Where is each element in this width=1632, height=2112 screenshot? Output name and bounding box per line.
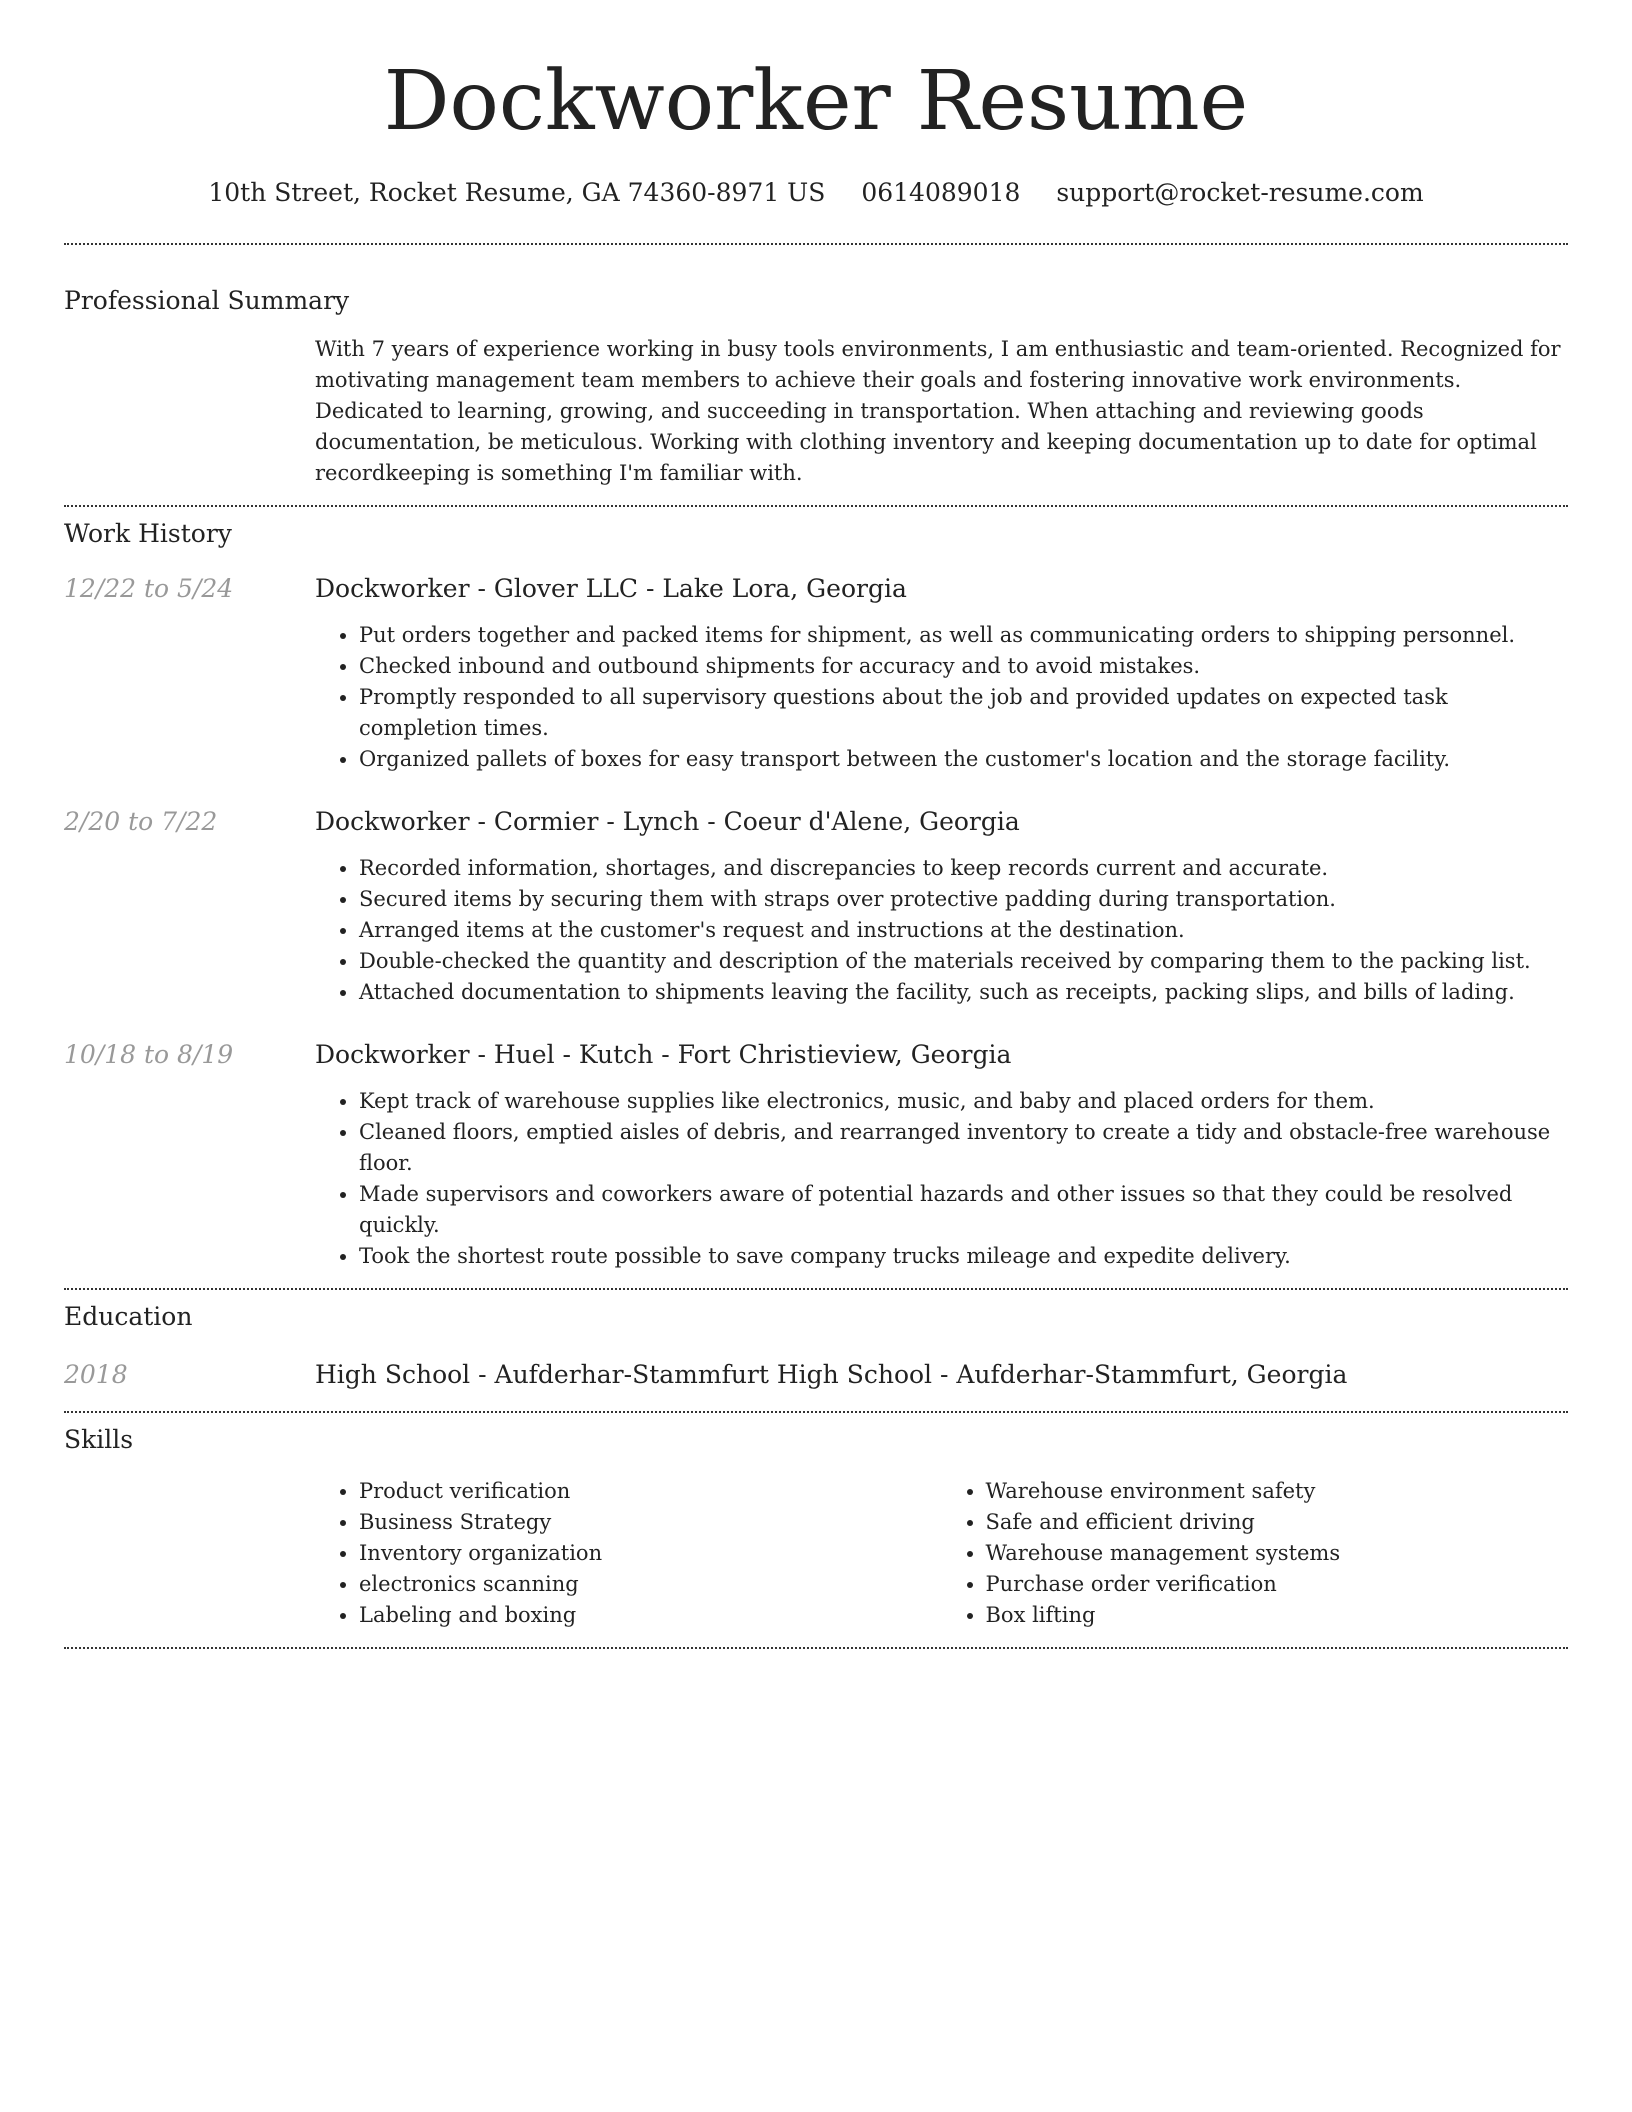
list-item: • Took the shortest route possible to save company trucks mileage and expedite delivery. — [359, 1241, 1568, 1272]
job-bullets — [315, 620, 1568, 775]
list-item: • Warehouse management systems — [986, 1538, 1569, 1569]
divider — [64, 243, 1568, 245]
list-item: • Product verification — [359, 1476, 942, 1507]
job-dates: 10/18 to 8/19 — [64, 1040, 234, 1069]
list-item: • Promptly responded to all supervisory questions about the job and provided updates on expected task completion times. — [359, 682, 1568, 744]
section-title-skills: Skills — [64, 1425, 134, 1454]
list-item: • Checked inbound and outbound shipments for accuracy and to avoid mistakes. — [359, 651, 1568, 682]
section-title-education: Education — [64, 1302, 193, 1331]
list-item: • Business Strategy — [359, 1507, 942, 1538]
list-item: • Labeling and boxing — [359, 1600, 942, 1631]
list-item: • Arranged items at the customer's request and instructions at the destination. — [359, 915, 1568, 946]
list-item: • Purchase order verification — [986, 1569, 1569, 1600]
job-title: Dockworker - Glover LLC - Lake Lora, Georgia — [315, 574, 907, 603]
contact-email: support@rocket-resume.com — [1056, 178, 1424, 207]
education-title: High School - Aufderhar-Stammfurt High School - Aufderhar-Stammfurt, Georgia — [315, 1360, 1348, 1389]
summary-text: With 7 years of experience working in busy tools environments, I am enthusiastic and team-oriented. Recognized for motivating management team members to achieve their goals and fostering innovative work environments. Dedicated to learning, growing, and succeeding in transportation. When attaching and reviewing goods documentation, be meticulous. Working with clothing inventory and keeping documentation up to date for optimal recordkeeping is something I'm familiar with. — [315, 337, 1561, 485]
skills-spacer — [64, 1476, 315, 1631]
divider — [64, 505, 1568, 507]
section-title-summary: Professional Summary — [64, 286, 350, 315]
skills-row — [64, 1476, 1568, 1631]
summary-spacer — [64, 334, 315, 489]
divider — [64, 1411, 1568, 1413]
list-item: • Recorded information, shortages, and discrepancies to keep records current and accurate. — [359, 853, 1568, 884]
job-bullets — [315, 853, 1568, 1008]
list-item: • Organized pallets of boxes for easy transport between the customer's location and the storage facility. — [359, 744, 1568, 775]
contact-line — [64, 176, 1568, 210]
list-item: • Made supervisors and coworkers aware of potential hazards and other issues so that they could be resolved quickly. — [359, 1179, 1568, 1241]
resume-title: Dockworker Resume — [383, 54, 1249, 149]
job-title: Dockworker - Cormier - Lynch - Coeur d'Alene, Georgia — [315, 807, 1020, 836]
list-item: • Kept track of warehouse supplies like electronics, music, and baby and placed orders for them. — [359, 1086, 1568, 1117]
job-entry — [64, 1038, 1568, 1272]
summary-row — [64, 334, 1568, 489]
list-item: • Cleaned floors, emptied aisles of debris, and rearranged inventory to create a tidy and obstacle-free warehouse floor. — [359, 1117, 1568, 1179]
job-title: Dockworker - Huel - Kutch - Fort Christieview, Georgia — [315, 1040, 1012, 1069]
job-entry — [64, 572, 1568, 775]
skills-column-1 — [315, 1476, 942, 1631]
job-bullets — [315, 1086, 1568, 1272]
education-year: 2018 — [64, 1360, 128, 1389]
list-item: • Warehouse environment safety — [986, 1476, 1569, 1507]
list-item: • Double-checked the quantity and description of the materials received by comparing them to the packing list. — [359, 946, 1568, 977]
education-entry — [64, 1358, 1568, 1392]
list-item: • Inventory organization — [359, 1538, 942, 1569]
contact-phone: 0614089018 — [861, 178, 1021, 207]
list-item: • Secured items by securing them with straps over protective padding during transportation. — [359, 884, 1568, 915]
job-dates: 2/20 to 7/22 — [64, 807, 218, 836]
skills-column-2 — [942, 1476, 1569, 1631]
list-item: • Attached documentation to shipments leaving the facility, such as receipts, packing slips, and bills of lading. — [359, 977, 1568, 1008]
list-item: • Safe and efficient driving — [986, 1507, 1569, 1538]
list-item: • Put orders together and packed items for shipment, as well as communicating orders to shipping personnel. — [359, 620, 1568, 651]
divider — [64, 1288, 1568, 1290]
contact-address: 10th Street, Rocket Resume, GA 74360-8971 US — [208, 178, 826, 207]
section-title-work-history: Work History — [64, 519, 232, 548]
list-item: • Box lifting — [986, 1600, 1569, 1631]
divider — [64, 1647, 1568, 1649]
job-dates: 12/22 to 5/24 — [64, 574, 234, 603]
list-item: • electronics scanning — [359, 1569, 942, 1600]
job-entry — [64, 805, 1568, 1008]
